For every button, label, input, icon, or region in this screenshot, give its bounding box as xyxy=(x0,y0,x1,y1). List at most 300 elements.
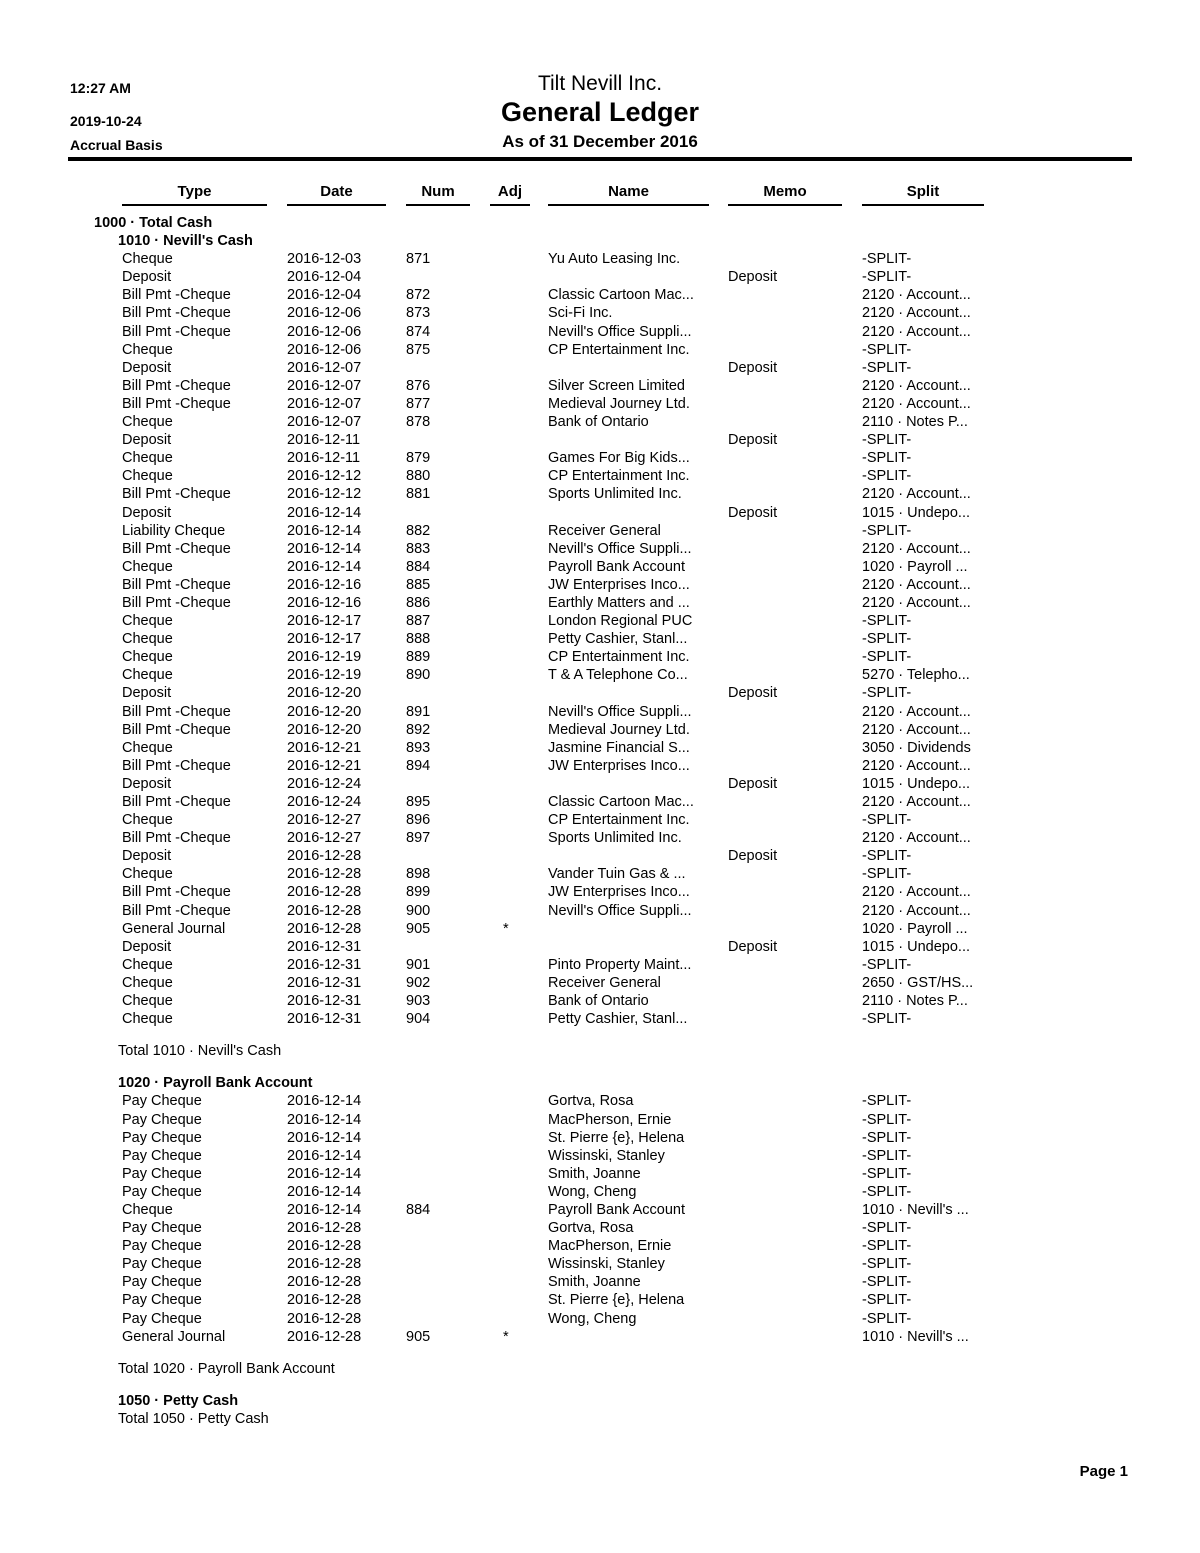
cell-adj: * xyxy=(503,1328,509,1345)
cell-type: Deposit xyxy=(122,432,172,449)
cell-memo: Deposit xyxy=(728,359,778,376)
cell-date: 2016-12-28 xyxy=(287,1238,362,1255)
cell-num: 890 xyxy=(406,667,431,684)
cell-split: 1020 · Payroll ... xyxy=(862,920,968,937)
cell-split: -SPLIT- xyxy=(862,1292,912,1309)
cell-type: Pay Cheque xyxy=(122,1256,202,1273)
column-header-date: Date xyxy=(287,183,386,206)
cell-type: Pay Cheque xyxy=(122,1165,202,1182)
cell-split: 1010 · Nevill's ... xyxy=(862,1328,969,1345)
ledger-row xyxy=(0,250,1200,268)
cell-type: Bill Pmt -Cheque xyxy=(122,540,231,557)
cell-date: 2016-12-20 xyxy=(287,685,362,702)
cell-type: Bill Pmt -Cheque xyxy=(122,757,231,774)
cell-name: St. Pierre {e}, Helena xyxy=(548,1292,685,1309)
page-number: Page 1 xyxy=(1079,1463,1128,1480)
cell-split: 1015 · Undepo... xyxy=(862,938,971,955)
cell-name: CP Entertainment Inc. xyxy=(548,812,690,829)
cell-type: Cheque xyxy=(122,974,173,991)
cell-date: 2016-12-14 xyxy=(287,1165,362,1182)
cell-memo: Deposit xyxy=(728,269,778,286)
cell-date: 2016-12-31 xyxy=(287,956,362,973)
cell-split: 2120 · Account... xyxy=(862,305,971,322)
report-date: 2019-10-24 xyxy=(70,113,142,129)
cell-num: 891 xyxy=(406,703,431,720)
cell-type: General Journal xyxy=(122,1328,226,1345)
cell-date: 2016-12-28 xyxy=(287,1310,362,1327)
cell-type: Deposit xyxy=(122,269,172,286)
cell-name: Pinto Property Maint... xyxy=(548,956,692,973)
ledger-row xyxy=(0,956,1200,974)
cell-date: 2016-12-31 xyxy=(287,993,362,1010)
cell-type: Bill Pmt -Cheque xyxy=(122,323,231,340)
cell-split: -SPLIT- xyxy=(862,341,912,358)
cell-type: Bill Pmt -Cheque xyxy=(122,395,231,412)
cell-type: Cheque xyxy=(122,667,173,684)
cell-name: T & A Telephone Co... xyxy=(548,667,688,684)
cell-name: Earthly Matters and ... xyxy=(548,594,690,611)
ledger-row xyxy=(0,1183,1200,1201)
account-total xyxy=(0,1360,1200,1378)
ledger-row xyxy=(0,377,1200,395)
cell-type: Cheque xyxy=(122,558,173,575)
report-time: 12:27 AM xyxy=(70,80,131,96)
ledger-row xyxy=(0,992,1200,1010)
ledger-row xyxy=(0,1255,1200,1273)
ledger-row xyxy=(0,739,1200,757)
cell-num: 894 xyxy=(406,757,431,774)
cell-date: 2016-12-16 xyxy=(287,576,362,593)
cell-split: -SPLIT- xyxy=(862,1256,912,1273)
cell-date: 2016-12-17 xyxy=(287,613,362,630)
cell-name: Silver Screen Limited xyxy=(548,377,685,394)
cell-name: St. Pierre {e}, Helena xyxy=(548,1129,685,1146)
cell-date: 2016-12-12 xyxy=(287,468,362,485)
cell-type: Bill Pmt -Cheque xyxy=(122,721,231,738)
cell-name: Sports Unlimited Inc. xyxy=(548,830,682,847)
column-header-name: Name xyxy=(548,183,709,206)
ledger-row xyxy=(0,612,1200,630)
ledger-row xyxy=(0,1129,1200,1147)
cell-num: 896 xyxy=(406,812,431,829)
cell-type: Pay Cheque xyxy=(122,1220,202,1237)
ledger-row xyxy=(0,576,1200,594)
cell-num: 883 xyxy=(406,540,431,557)
cell-type: Bill Pmt -Cheque xyxy=(122,594,231,611)
cell-split: 2120 · Account... xyxy=(862,830,971,847)
cell-num: 904 xyxy=(406,1011,431,1028)
account-heading xyxy=(0,232,1200,250)
cell-date: 2016-12-06 xyxy=(287,341,362,358)
cell-type: Cheque xyxy=(122,468,173,485)
cell-date: 2016-12-14 xyxy=(287,1147,362,1164)
cell-memo: Deposit xyxy=(728,685,778,702)
ledger-row xyxy=(0,1010,1200,1028)
ledger-row xyxy=(0,467,1200,485)
cell-type: Pay Cheque xyxy=(122,1147,202,1164)
cell-date: 2016-12-11 xyxy=(287,432,361,449)
ledger-row xyxy=(0,395,1200,413)
cell-name: Wong, Cheng xyxy=(548,1183,637,1200)
cell-type: Cheque xyxy=(122,251,173,268)
cell-date: 2016-12-31 xyxy=(287,938,362,955)
cell-split: 1015 · Undepo... xyxy=(862,775,971,792)
cell-split: 2120 · Account... xyxy=(862,576,971,593)
cell-name: Bank of Ontario xyxy=(548,414,649,431)
company-name: Tilt Nevill Inc. xyxy=(537,72,663,95)
cell-type: Cheque xyxy=(122,613,173,630)
cell-num: 884 xyxy=(406,558,431,575)
cell-split: -SPLIT- xyxy=(862,1093,912,1110)
cell-split: -SPLIT- xyxy=(862,359,912,376)
cell-type: Bill Pmt -Cheque xyxy=(122,377,231,394)
cell-split: -SPLIT- xyxy=(862,1310,912,1327)
account-total xyxy=(0,1042,1200,1060)
ledger-row xyxy=(0,974,1200,992)
cell-split: 2650 · GST/HS... xyxy=(862,974,974,991)
cell-split: -SPLIT- xyxy=(862,956,912,973)
cell-name: Gortva, Rosa xyxy=(548,1220,634,1237)
cell-split: 1015 · Undepo... xyxy=(862,504,971,521)
report-basis: Accrual Basis xyxy=(70,137,163,153)
cell-type: Bill Pmt -Cheque xyxy=(122,902,231,919)
cell-date: 2016-12-28 xyxy=(287,1220,362,1237)
cell-name: JW Enterprises Inco... xyxy=(548,884,690,901)
cell-type: Cheque xyxy=(122,341,173,358)
ledger-row xyxy=(0,1273,1200,1291)
cell-type: Pay Cheque xyxy=(122,1111,202,1128)
cell-date: 2016-12-28 xyxy=(287,1292,362,1309)
cell-name: Nevill's Office Suppli... xyxy=(548,902,692,919)
cell-date: 2016-12-28 xyxy=(287,848,362,865)
cell-date: 2016-12-28 xyxy=(287,920,362,937)
ledger-row xyxy=(0,1201,1200,1219)
cell-date: 2016-12-28 xyxy=(287,866,362,883)
cell-name: Smith, Joanne xyxy=(548,1165,641,1182)
cell-split: -SPLIT- xyxy=(862,251,912,268)
ledger-row xyxy=(0,1237,1200,1255)
row-spacer xyxy=(0,1378,1200,1392)
ledger-row xyxy=(0,522,1200,540)
cell-split: -SPLIT- xyxy=(862,649,912,666)
cell-date: 2016-12-07 xyxy=(287,395,362,412)
ledger-row xyxy=(0,630,1200,648)
cell-name: Nevill's Office Suppli... xyxy=(548,703,692,720)
cell-split: -SPLIT- xyxy=(862,631,912,648)
cell-split: -SPLIT- xyxy=(862,1129,912,1146)
cell-name: CP Entertainment Inc. xyxy=(548,468,690,485)
cell-name: CP Entertainment Inc. xyxy=(548,341,690,358)
row-spacer xyxy=(0,1060,1200,1074)
ledger-row xyxy=(0,757,1200,775)
ledger-row xyxy=(0,1328,1200,1346)
account-label: 1050 · Petty Cash xyxy=(118,1392,239,1409)
ledger-row xyxy=(0,504,1200,522)
cell-num: 880 xyxy=(406,468,431,485)
cell-split: -SPLIT- xyxy=(862,468,912,485)
ledger-row xyxy=(0,413,1200,431)
cell-num: 882 xyxy=(406,522,431,539)
cell-type: Cheque xyxy=(122,993,173,1010)
cell-type: Bill Pmt -Cheque xyxy=(122,287,231,304)
cell-type: Bill Pmt -Cheque xyxy=(122,884,231,901)
cell-type: Deposit xyxy=(122,685,172,702)
ledger-row xyxy=(0,684,1200,702)
ledger-row xyxy=(0,883,1200,901)
cell-date: 2016-12-20 xyxy=(287,721,362,738)
cell-type: Bill Pmt -Cheque xyxy=(122,305,231,322)
ledger-row xyxy=(0,721,1200,739)
cell-name: Medieval Journey Ltd. xyxy=(548,395,690,412)
cell-name: Jasmine Financial S... xyxy=(548,739,690,756)
cell-type: General Journal xyxy=(122,920,226,937)
cell-date: 2016-12-11 xyxy=(287,450,361,467)
cell-split: -SPLIT- xyxy=(862,1147,912,1164)
cell-name: Sports Unlimited Inc. xyxy=(548,486,682,503)
cell-split: 2120 · Account... xyxy=(862,395,971,412)
cell-name: Classic Cartoon Mac... xyxy=(548,794,694,810)
ledger-row xyxy=(0,540,1200,558)
cell-date: 2016-12-07 xyxy=(287,359,362,376)
cell-type: Pay Cheque xyxy=(122,1310,202,1327)
cell-num: 888 xyxy=(406,631,431,648)
ledger-row xyxy=(0,1147,1200,1165)
account-total xyxy=(0,1410,1200,1428)
cell-adj: * xyxy=(503,920,509,937)
cell-type: Cheque xyxy=(122,649,173,666)
cell-name: Payroll Bank Account xyxy=(548,558,686,575)
cell-split: 2120 · Account... xyxy=(862,703,971,720)
cell-split: -SPLIT- xyxy=(862,1165,912,1182)
ledger-row xyxy=(0,1092,1200,1110)
cell-name: Classic Cartoon Mac... xyxy=(548,287,694,304)
account-label: Total 1020 · Payroll Bank Account xyxy=(118,1360,335,1377)
cell-date: 2016-12-16 xyxy=(287,594,362,611)
cell-memo: Deposit xyxy=(728,432,778,449)
ledger-row xyxy=(0,648,1200,666)
cell-date: 2016-12-20 xyxy=(287,703,362,720)
cell-name: Receiver General xyxy=(548,974,661,991)
cell-type: Liability Cheque xyxy=(122,522,226,539)
cell-split: -SPLIT- xyxy=(862,269,912,286)
account-label: 1000 · Total Cash xyxy=(94,215,213,231)
cell-num: 887 xyxy=(406,613,431,630)
cell-type: Cheque xyxy=(122,866,173,883)
ledger-row xyxy=(0,449,1200,467)
cell-num: 905 xyxy=(406,1328,431,1345)
cell-date: 2016-12-28 xyxy=(287,902,362,919)
ledger-row xyxy=(0,359,1200,377)
ledger-row xyxy=(0,829,1200,847)
ledger-row xyxy=(0,558,1200,576)
cell-type: Cheque xyxy=(122,812,173,829)
cell-date: 2016-12-24 xyxy=(287,775,362,792)
cell-num: 901 xyxy=(406,956,431,973)
cell-num: 893 xyxy=(406,739,431,756)
cell-num: 902 xyxy=(406,974,431,991)
cell-split: 2110 · Notes P... xyxy=(862,993,968,1010)
cell-name: Petty Cashier, Stanl... xyxy=(548,631,688,648)
cell-num: 871 xyxy=(406,251,431,268)
cell-type: Pay Cheque xyxy=(122,1238,202,1255)
cell-date: 2016-12-31 xyxy=(287,1011,362,1028)
cell-name: Vander Tuin Gas & ... xyxy=(548,866,686,883)
cell-split: 2120 · Account... xyxy=(862,594,971,611)
cell-num: 899 xyxy=(406,884,431,901)
cell-split: -SPLIT- xyxy=(862,866,912,883)
cell-type: Pay Cheque xyxy=(122,1274,202,1291)
cell-split: 2120 · Account... xyxy=(862,377,971,394)
cell-date: 2016-12-21 xyxy=(287,757,362,774)
report-title: General Ledger xyxy=(500,97,700,127)
ledger-row xyxy=(0,847,1200,865)
cell-split: -SPLIT- xyxy=(862,522,912,539)
cell-num: 900 xyxy=(406,902,431,919)
cell-split: 2120 · Account... xyxy=(862,721,971,738)
cell-date: 2016-12-03 xyxy=(287,251,362,268)
cell-date: 2016-12-04 xyxy=(287,269,362,286)
cell-num: 889 xyxy=(406,649,431,666)
cell-date: 2016-12-31 xyxy=(287,974,362,991)
column-header-num: Num xyxy=(406,183,470,206)
account-heading xyxy=(0,1392,1200,1410)
cell-date: 2016-12-12 xyxy=(287,486,362,503)
cell-type: Cheque xyxy=(122,450,173,467)
cell-type: Pay Cheque xyxy=(122,1292,202,1309)
cell-date: 2016-12-19 xyxy=(287,649,362,666)
ledger-row xyxy=(0,1219,1200,1237)
cell-num: 903 xyxy=(406,993,431,1010)
cell-split: 2120 · Account... xyxy=(862,757,971,774)
cell-name: Gortva, Rosa xyxy=(548,1093,634,1110)
cell-name: Nevill's Office Suppli... xyxy=(548,540,692,557)
column-header-adj: Adj xyxy=(490,183,530,206)
cell-split: 2120 · Account... xyxy=(862,902,971,919)
ledger-row xyxy=(0,775,1200,793)
cell-date: 2016-12-06 xyxy=(287,323,362,340)
cell-split: -SPLIT- xyxy=(862,848,912,865)
cell-date: 2016-12-21 xyxy=(287,739,362,756)
account-label: 1010 · Nevill's Cash xyxy=(118,233,253,250)
cell-date: 2016-12-19 xyxy=(287,667,362,684)
ledger-row xyxy=(0,268,1200,286)
ledger-row xyxy=(0,793,1200,811)
cell-date: 2016-12-07 xyxy=(287,377,362,394)
cell-name: Bank of Ontario xyxy=(548,993,649,1010)
cell-date: 2016-12-14 xyxy=(287,1093,362,1110)
cell-type: Pay Cheque xyxy=(122,1129,202,1146)
ledger-row xyxy=(0,938,1200,956)
ledger-row xyxy=(0,1165,1200,1183)
cell-split: 2120 · Account... xyxy=(862,486,971,503)
cell-num: 876 xyxy=(406,377,431,394)
cell-name: Games For Big Kids... xyxy=(548,450,690,467)
cell-num: 878 xyxy=(406,414,431,431)
cell-date: 2016-12-07 xyxy=(287,414,362,431)
cell-type: Deposit xyxy=(122,938,172,955)
ledger-row xyxy=(0,431,1200,449)
ledger-row xyxy=(0,865,1200,883)
cell-split: 2120 · Account... xyxy=(862,540,971,557)
cell-name: Wissinski, Stanley xyxy=(548,1147,665,1164)
cell-split: 5270 · Telepho... xyxy=(862,667,970,684)
column-header-split: Split xyxy=(862,183,984,206)
cell-type: Cheque xyxy=(122,956,173,973)
cell-type: Cheque xyxy=(122,414,173,431)
ledger-row xyxy=(0,811,1200,829)
cell-memo: Deposit xyxy=(728,775,778,792)
cell-type: Pay Cheque xyxy=(122,1093,202,1110)
cell-split: 1010 · Nevill's ... xyxy=(862,1201,969,1218)
cell-split: -SPLIT- xyxy=(862,812,912,829)
cell-date: 2016-12-28 xyxy=(287,1328,362,1345)
cell-type: Bill Pmt -Cheque xyxy=(122,576,231,593)
cell-memo: Deposit xyxy=(728,848,778,865)
header-rule xyxy=(68,157,1132,161)
cell-type: Cheque xyxy=(122,1011,173,1028)
cell-name: Sci-Fi Inc. xyxy=(548,305,613,322)
ledger-row xyxy=(0,286,1200,304)
cell-num: 877 xyxy=(406,395,431,412)
cell-type: Bill Pmt -Cheque xyxy=(122,486,231,503)
cell-split: 2120 · Account... xyxy=(862,884,971,901)
account-label: Total 1050 · Petty Cash xyxy=(118,1410,269,1427)
cell-num: 892 xyxy=(406,721,431,738)
cell-name: Petty Cashier, Stanl... xyxy=(548,1011,688,1028)
ledger-row xyxy=(0,666,1200,684)
cell-name: MacPherson, Ernie xyxy=(548,1111,672,1128)
cell-date: 2016-12-14 xyxy=(287,1183,362,1200)
cell-num: 872 xyxy=(406,287,431,304)
ledger-row xyxy=(0,594,1200,612)
cell-split: -SPLIT- xyxy=(862,1111,912,1128)
cell-date: 2016-12-04 xyxy=(287,287,362,304)
cell-split: 2120 · Account... xyxy=(862,323,971,340)
ledger-body xyxy=(0,214,1200,1428)
ledger-row xyxy=(0,1310,1200,1328)
cell-name: London Regional PUC xyxy=(548,613,693,630)
cell-date: 2016-12-27 xyxy=(287,812,362,829)
cell-num: 885 xyxy=(406,576,431,593)
cell-name: JW Enterprises Inco... xyxy=(548,757,690,774)
ledger-row xyxy=(0,1111,1200,1129)
cell-num: 886 xyxy=(406,594,431,611)
cell-num: 884 xyxy=(406,1201,431,1218)
row-spacer xyxy=(0,1028,1200,1042)
account-label: 1020 · Payroll Bank Account xyxy=(118,1075,313,1092)
column-header-type: Type xyxy=(122,183,267,206)
cell-name: Wong, Cheng xyxy=(548,1310,637,1327)
cell-date: 2016-12-28 xyxy=(287,884,362,901)
cell-name: MacPherson, Ernie xyxy=(548,1238,672,1255)
cell-type: Bill Pmt -Cheque xyxy=(122,830,231,847)
cell-name: CP Entertainment Inc. xyxy=(548,649,690,666)
ledger-row xyxy=(0,304,1200,322)
cell-date: 2016-12-14 xyxy=(287,1111,362,1128)
cell-type: Deposit xyxy=(122,359,172,376)
column-header-memo: Memo xyxy=(728,183,842,206)
cell-date: 2016-12-06 xyxy=(287,305,362,322)
cell-date: 2016-12-24 xyxy=(287,794,362,810)
cell-type: Cheque xyxy=(122,1201,173,1218)
cell-type: Pay Cheque xyxy=(122,1183,202,1200)
cell-type: Deposit xyxy=(122,775,172,792)
cell-date: 2016-12-14 xyxy=(287,540,362,557)
cell-date: 2016-12-14 xyxy=(287,558,362,575)
cell-split: 2110 · Notes P... xyxy=(862,414,968,431)
cell-type: Bill Pmt -Cheque xyxy=(122,794,231,810)
cell-date: 2016-12-14 xyxy=(287,1129,362,1146)
